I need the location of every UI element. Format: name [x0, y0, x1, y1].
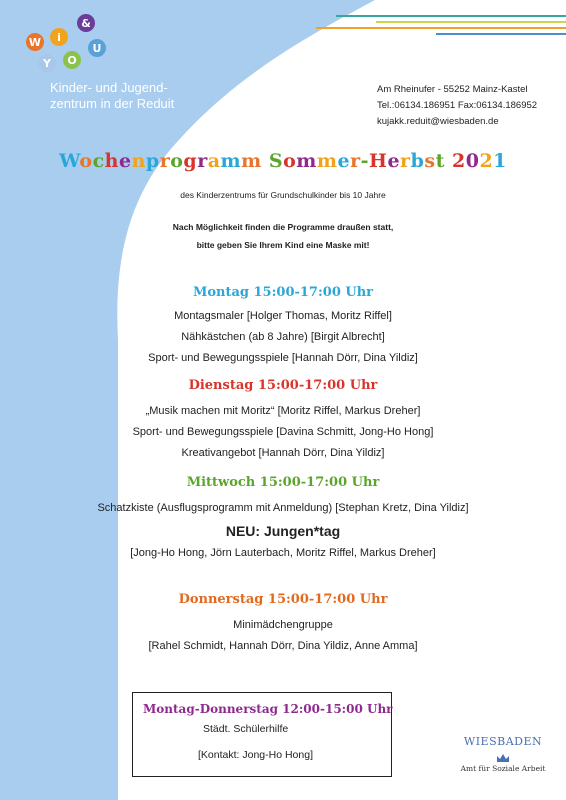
title-letter [262, 150, 269, 172]
org-name-line-1: Kinder- und Jugend- [50, 80, 168, 95]
title-letter: r [197, 150, 208, 172]
notice [0, 218, 566, 254]
list-item: [Rahel Schmidt, Hannah Dörr, Dina Yildiz, Anne Amma] [148, 640, 418, 652]
box-line-1: Städt. Schülerhilfe [203, 723, 289, 735]
page-title [0, 150, 566, 172]
thursday-list [0, 615, 566, 657]
wednesday-list [0, 498, 566, 564]
crown-icon [495, 752, 511, 764]
notice-line-1: Nach Möglichkeit finden die Programme draußen statt, [172, 222, 394, 232]
title-letter: o [79, 150, 93, 172]
wiesbaden-name: WIESBADEN [463, 735, 543, 748]
list-item: Kreativangebot [Hannah Dörr, Dina Yildiz] [181, 447, 385, 459]
svg-text:Y: Y [43, 57, 51, 70]
contact-email[interactable]: kujakk.reduit@wiesbaden.de [377, 116, 499, 127]
title-letter: m [241, 150, 262, 172]
list-item: Schatzkiste (Ausflugsprogramm mit Anmeldung) [Stephan Kretz, Dina Yildiz] [97, 502, 469, 514]
title-letter: m [296, 150, 317, 172]
title-letter: m [316, 150, 338, 172]
title-letter: a [207, 150, 221, 172]
tuesday-heading: Dienstag 15:00-17:00 Uhr [188, 378, 378, 393]
wi-and-you-logo [22, 10, 112, 80]
contact-block [377, 82, 537, 130]
title-letter: s [424, 150, 436, 172]
svg-text:W: W [28, 36, 42, 49]
title-letter: H [369, 150, 388, 172]
title-letter: S [268, 150, 284, 172]
wiesbaden-subtitle: Amt für Soziale Arbeit [460, 764, 546, 773]
title-letter [445, 150, 452, 172]
list-item: Nähkästchen (ab 8 Jahre) [Birgit Albrecht] [181, 331, 385, 343]
subtitle: des Kinderzentrums für Grundschulkinder bis 10 Jahre [180, 190, 386, 200]
monday-heading: Montag 15:00-17:00 Uhr [192, 285, 374, 300]
title-letter: m [220, 150, 242, 172]
title-letter: r [350, 150, 361, 172]
list-item: Sport- und Bewegungsspiele [Davina Schmitt, Jong-Ho Hong] [132, 426, 434, 438]
title-letter: r [159, 150, 171, 172]
title-letter: 1 [493, 150, 507, 172]
contact-address: Am Rheinufer - 55252 Mainz-Kastel [377, 84, 528, 95]
title-letter: g [183, 150, 198, 172]
monday-list [0, 306, 566, 369]
list-item: Minimädchengruppe [233, 619, 333, 631]
title-letter: e [118, 150, 132, 172]
title-letter: c [92, 150, 105, 172]
list-item: [Jong-Ho Hong, Jörn Lauterbach, Moritz Riffel, Markus Dreher] [130, 547, 436, 559]
title-letter: 2 [451, 150, 466, 172]
title-letter: t [435, 150, 445, 172]
title-letter: p [145, 150, 160, 172]
schuelerhilfe-box [132, 692, 392, 777]
tuesday-list [0, 401, 566, 464]
list-item: „Musik machen mit Moritz“ [Moritz Riffel, Markus Dreher] [145, 405, 421, 417]
title-letter: e [387, 150, 401, 172]
contact-phone: Tel.:06134.186951 Fax:06134.186952 [377, 100, 538, 111]
title-letter: o [283, 150, 297, 172]
box-line-2: [Kontakt: Jong-Ho Hong] [198, 749, 313, 761]
title-letter: h [104, 150, 119, 172]
wednesday-heading: Mittwoch 15:00-17:00 Uhr [186, 475, 380, 490]
title-letter: n [131, 150, 146, 172]
svg-text:&: & [81, 17, 91, 30]
thursday-heading: Donnerstag 15:00-17:00 Uhr [178, 592, 388, 607]
new-jungentag-label: NEU: Jungen*tag [225, 523, 341, 539]
svg-text:U: U [92, 42, 102, 55]
svg-text:i: i [57, 31, 61, 44]
title-letter: o [170, 150, 184, 172]
box-heading: Montag-Donnerstag 12:00-15:00 Uhr [143, 702, 393, 716]
list-item: Montagsmaler [Holger Thomas, Moritz Riffel] [174, 310, 392, 322]
decorative-lines [316, 14, 566, 44]
org-name-line-2: zentrum in der Reduit [50, 96, 175, 111]
title-letter: W [59, 150, 80, 172]
title-letter: 0 [465, 150, 480, 172]
title-letter: e [337, 150, 351, 172]
notice-line-2: bitte geben Sie Ihrem Kind eine Maske mit! [196, 240, 370, 250]
svg-text:O: O [67, 54, 77, 67]
title-letter: r [400, 150, 411, 172]
title-letter: - [360, 150, 369, 172]
organization-name [50, 80, 174, 112]
title-letter: 2 [479, 150, 494, 172]
list-item: Sport- und Bewegungsspiele [Hannah Dörr, Dina Yildiz] [148, 352, 418, 364]
title-letter: b [410, 150, 425, 172]
